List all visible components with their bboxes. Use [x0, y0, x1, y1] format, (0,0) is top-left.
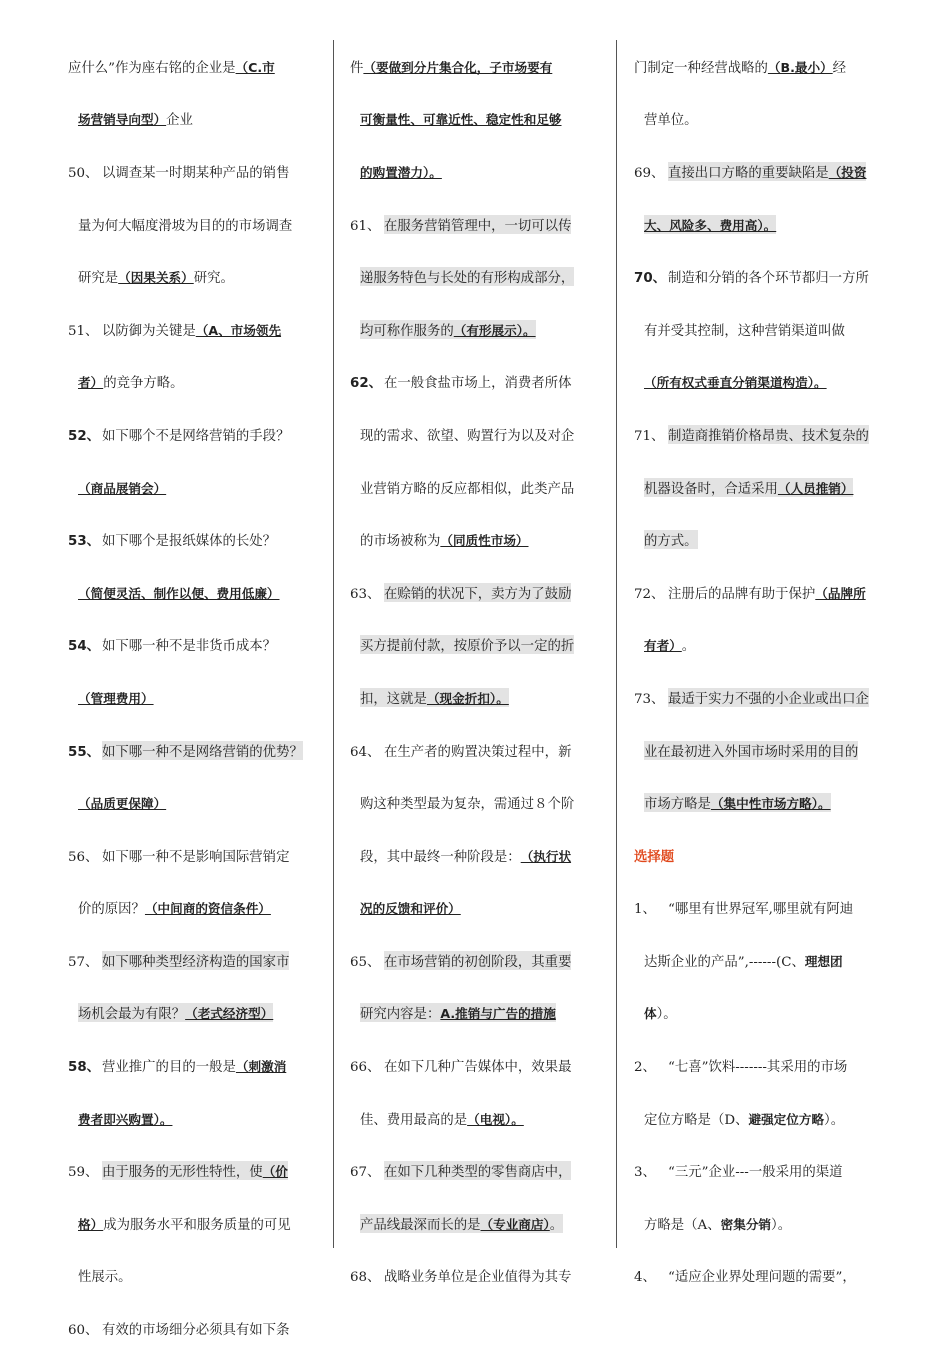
line-text: 买方提前付款，按原价予以一定的折: [360, 639, 575, 655]
line-text: 如下哪一种不是非货币成本？: [102, 639, 277, 655]
text-line: [68, 671, 320, 724]
line-text: 在赊销的状况下，卖方为了鼓励: [384, 586, 572, 602]
question-number: 58、: [68, 1060, 101, 1076]
text-column-2: [350, 40, 600, 1302]
text-line: [68, 724, 320, 777]
column-divider: [616, 40, 617, 1248]
highlighted-text: [360, 320, 536, 339]
question-number: 4、: [634, 1270, 656, 1286]
answer-text: （因果关系）: [118, 270, 194, 286]
text-line: [68, 198, 320, 251]
line-text: 在市场营销的初创阶段，其重要: [384, 954, 572, 970]
answer-text: （价: [262, 1164, 288, 1180]
answer-text: A.推销与广告的措施: [440, 1006, 556, 1022]
line-text: “适应企业界处理问题的需要”，: [668, 1270, 856, 1286]
text-line: [68, 145, 320, 198]
highlighted-text: [78, 1003, 273, 1022]
text-line: [350, 934, 600, 987]
line-text: 研究是: [78, 271, 119, 287]
line-text: 应什么”作为座右铭的企业是: [68, 60, 236, 76]
text-line: [350, 724, 600, 777]
highlighted-text: [644, 530, 698, 549]
text-line: [350, 619, 600, 672]
text-line: [634, 776, 896, 829]
text-line: [68, 776, 320, 829]
text-line: [634, 93, 896, 146]
line-text: 价的原因？: [78, 902, 145, 918]
text-line: [68, 566, 320, 619]
text-line: [350, 461, 600, 514]
question-number: 69、: [634, 165, 665, 181]
highlighted-text: [360, 1214, 563, 1233]
question-number: 64、: [350, 744, 381, 760]
question-number: 66、: [350, 1060, 381, 1076]
line-text: 在一般食盐市场上，消费者所体: [384, 376, 572, 392]
text-line: [634, 987, 896, 1040]
text-line: [634, 408, 896, 461]
line-text: 研究内容是：: [360, 1007, 441, 1023]
line-text: 业营销方略的反应都相似，此类产品: [360, 481, 575, 497]
line-text: 门制定一种经营战略的: [634, 60, 768, 76]
line-text: 注册后的品牌有助于保护: [668, 586, 816, 602]
text-line: [350, 250, 600, 303]
answer-text: 大、风险多、费用高）。: [644, 217, 777, 233]
line-text: 递服务特色与长处的有形构成部分，: [360, 271, 575, 287]
highlighted-text: [360, 1003, 556, 1022]
answer-text: （要做到分片集合化，子市场要有: [363, 59, 553, 75]
line-text-tail: 经: [832, 60, 847, 76]
question-number: 65、: [350, 954, 381, 970]
text-line: [634, 934, 896, 987]
text-line: [68, 987, 320, 1040]
text-column-3: [634, 40, 896, 1302]
line-text: 在如下几种类型的零售商店中，: [384, 1165, 572, 1181]
text-line: [634, 1197, 896, 1250]
text-line: [634, 882, 896, 935]
line-text: 佳、费用最高的是: [360, 1112, 468, 1128]
text-line: [634, 1039, 896, 1092]
question-number: 63、: [350, 586, 381, 602]
question-number: 60、: [68, 1323, 99, 1339]
text-line: [634, 1092, 896, 1145]
question-number: 52、: [68, 428, 101, 444]
line-text: 均可称作服务的: [360, 323, 454, 339]
text-line: [634, 198, 896, 251]
line-text: 制造商推销价格昂贵、技术复杂的: [668, 428, 869, 444]
line-text: 的方式。: [644, 534, 698, 550]
question-number: 51、: [68, 323, 99, 339]
answer-text: （集中性市场方略）。: [710, 796, 831, 812]
highlighted-text: [668, 162, 866, 181]
text-line: [634, 145, 896, 198]
question-number: 67、: [350, 1165, 381, 1181]
line-text: 购这种类型最为复杂，需通过８个阶: [360, 797, 575, 813]
line-text: 如下哪个不是网络营销的手段？: [102, 428, 290, 444]
text-line: [68, 356, 320, 409]
line-text-tail: 。: [549, 1217, 564, 1233]
line-text-tail: ）。: [771, 1217, 792, 1233]
question-number: 55、: [68, 744, 101, 760]
line-text-tail: 。: [681, 639, 696, 655]
highlighted-text: [360, 688, 509, 707]
question-number: 68、: [350, 1270, 381, 1286]
answer-text: （刺激消: [235, 1059, 287, 1075]
text-line: [68, 619, 320, 672]
text-line: [350, 776, 600, 829]
text-line: [634, 724, 896, 777]
text-line: [68, 461, 320, 514]
answer-text: （有形展示）。: [453, 322, 536, 338]
text-line: [68, 93, 320, 146]
bold-answer: 理想团: [804, 953, 843, 969]
text-line: [68, 1250, 320, 1303]
question-number: 56、: [68, 849, 99, 865]
line-text: 有并受其控制，这种营销渠道叫做: [644, 323, 845, 339]
text-line: [68, 1302, 320, 1355]
text-column-1: [68, 40, 320, 1355]
text-line: [68, 934, 320, 987]
text-line: [634, 829, 896, 882]
highlighted-text: [384, 1161, 571, 1180]
answer-text: （人员推销）: [777, 480, 854, 496]
line-text: “三元”企业---一般采用的渠道: [668, 1165, 843, 1181]
section-heading: 选择题: [634, 849, 675, 865]
text-line: [634, 356, 896, 409]
line-text: 制造和分销的各个环节都归一方所: [668, 271, 869, 287]
highlighted-text: [668, 688, 869, 707]
answer-text: （B.最小）: [767, 59, 833, 75]
text-line: [68, 513, 320, 566]
text-line: [350, 1250, 600, 1303]
highlighted-text: [384, 215, 571, 234]
text-line: [350, 671, 600, 724]
question-number: 73、: [634, 691, 665, 707]
text-line: [350, 356, 600, 409]
text-line: [634, 250, 896, 303]
answer-text: （简便灵活、制作以便、费用低廉）: [78, 585, 280, 601]
text-line: [634, 1250, 896, 1303]
text-line: [68, 882, 320, 935]
line-text: 市场方略是: [644, 797, 711, 813]
answer-text: （品质更保障）: [78, 796, 167, 812]
line-text: 性展示。: [78, 1270, 132, 1286]
line-text: 如下哪一种不是网络营销的优势？: [102, 744, 303, 760]
line-text: 营业推广的目的一般是: [102, 1060, 236, 1076]
answer-text: 者）: [78, 375, 104, 391]
line-text: “七喜”饮料-------其采用的市场: [668, 1060, 848, 1076]
answer-text: （电视）。: [467, 1111, 524, 1127]
highlighted-text: [644, 793, 831, 812]
line-text: 段，其中最终一种阶段是：: [360, 849, 521, 865]
line-text-tail: 成为服务水平和服务质量的可见: [103, 1217, 291, 1233]
line-text: 直接出口方略的重要缺陷是: [668, 165, 829, 181]
highlighted-text: [360, 635, 574, 654]
answer-text: （老式经济型）: [185, 1006, 274, 1022]
text-line: [634, 513, 896, 566]
answer-text: 的购置潜力）。: [360, 164, 442, 180]
text-line: [68, 40, 320, 93]
line-text: 在生产者的购置决策过程中，新: [384, 744, 572, 760]
line-text: 定位方略是（D、: [644, 1112, 749, 1128]
question-number: 2、: [634, 1060, 656, 1076]
text-line: [68, 303, 320, 356]
text-line: [634, 671, 896, 724]
answer-text: （现金折扣）。: [426, 690, 509, 706]
question-number: 59、: [68, 1165, 99, 1181]
line-text-tail: 的竞争方略。: [103, 376, 184, 392]
line-text: 业在最初进入外国市场时采用的目的: [644, 744, 859, 760]
highlighted-text: [102, 1161, 288, 1180]
column-divider: [333, 40, 334, 1248]
text-line: [350, 1144, 600, 1197]
line-text-tail: ）。: [656, 1007, 677, 1023]
text-line: [68, 1197, 320, 1250]
answer-text: （C.市: [235, 59, 275, 75]
question-number: 70、: [634, 271, 667, 287]
highlighted-text: [384, 951, 571, 970]
line-text: 场机会最为有限？: [78, 1007, 186, 1023]
line-text: 量为何大幅度滑坡为目的的市场调查: [78, 218, 293, 234]
line-text: 由于服务的无形性特性，使: [102, 1165, 263, 1181]
line-text: 有效的市场细分必须具有如下条: [102, 1323, 290, 1339]
text-line: [350, 93, 600, 146]
answer-text: （管理费用）: [78, 690, 154, 706]
text-line: [350, 40, 600, 93]
line-text-tail: 研究。: [193, 271, 234, 287]
text-line: [68, 1039, 320, 1092]
highlighted-text: [360, 267, 574, 286]
text-line: [350, 145, 600, 198]
answer-text: （同质性市场）: [440, 533, 529, 549]
line-text: 的市场被称为: [360, 534, 441, 550]
text-line: [350, 882, 600, 935]
line-text: 现的需求、欲望、购置行为以及对企: [360, 428, 575, 444]
line-text: 最适于实力不强的小企业或出口企: [668, 691, 869, 707]
highlighted-text: [668, 425, 869, 444]
text-line: [634, 1144, 896, 1197]
answer-text: （商品展销会）: [78, 480, 167, 496]
text-line: [68, 250, 320, 303]
answer-text: 场营销导向型）: [78, 112, 167, 128]
question-number: 72、: [634, 586, 665, 602]
text-line: [350, 987, 600, 1040]
text-line: [350, 1039, 600, 1092]
line-text: 产品线最深而长的是: [360, 1217, 481, 1233]
question-number: 53、: [68, 534, 101, 550]
highlighted-text: [102, 741, 303, 760]
text-line: [634, 619, 896, 672]
highlighted-text: [644, 215, 776, 234]
line-text: 营单位。: [644, 113, 698, 129]
question-number: 54、: [68, 639, 101, 655]
answer-text: （品牌所: [815, 585, 866, 601]
text-line: [68, 1092, 320, 1145]
answer-text: 格）: [78, 1216, 104, 1232]
text-line: [350, 513, 600, 566]
text-line: [350, 198, 600, 251]
line-text: 如下哪个是报纸媒体的长处？: [102, 534, 277, 550]
answer-text: 有者）: [644, 638, 682, 654]
text-line: [634, 566, 896, 619]
answer-text: （所有权式垂直分销渠道构造）。: [644, 375, 827, 391]
question-number: 62、: [350, 376, 383, 392]
question-number: 3、: [634, 1165, 656, 1181]
answer-text: （专业商店）: [480, 1216, 550, 1232]
text-line: [634, 461, 896, 514]
answer-text: （投资: [828, 164, 867, 180]
question-number: 71、: [634, 428, 665, 444]
text-line: [350, 303, 600, 356]
bold-answer: 密集分销: [720, 1216, 771, 1232]
line-text: 以调查某一时期某种产品的销售: [102, 165, 290, 181]
line-text: 机器设备时，合适采用: [644, 481, 778, 497]
line-text-tail: 企业: [166, 113, 193, 129]
line-text: 在如下几种广告媒体中，效果最: [384, 1060, 572, 1076]
question-number: 57、: [68, 954, 99, 970]
line-text: 战略业务单位是企业值得为其专: [384, 1270, 572, 1286]
text-line: [350, 1092, 600, 1145]
answer-text: （执行状: [520, 848, 572, 864]
highlighted-text: [102, 951, 289, 970]
highlighted-text: [384, 583, 571, 602]
text-line: [634, 40, 896, 93]
question-number: 61、: [350, 218, 381, 234]
bold-answer: 体: [644, 1006, 657, 1022]
answer-text: 况的反馈和评价）: [360, 901, 461, 917]
bold-answer: 避强定位方略: [748, 1111, 825, 1127]
answer-text: （中间商的资信条件）: [144, 901, 271, 917]
text-line: [350, 829, 600, 882]
line-text: “哪里有世界冠军,哪里就有阿迪: [668, 902, 854, 918]
line-text: 方略是（A、: [644, 1217, 721, 1233]
line-text-tail: ）。: [824, 1112, 845, 1128]
highlighted-text: [644, 741, 858, 760]
line-text: 在服务营销管理中，一切可以传: [384, 218, 572, 234]
answer-text: 费者即兴购置）。: [78, 1111, 173, 1127]
line-text: 达斯企业的产品”,------(C、: [644, 954, 805, 970]
text-line: [68, 829, 320, 882]
question-number: 1、: [634, 902, 656, 918]
line-text: 如下哪种类型经济构造的国家市: [102, 954, 290, 970]
line-text: 如下哪一种不是影响国际营销定: [102, 849, 290, 865]
text-line: [68, 1144, 320, 1197]
text-line: [350, 566, 600, 619]
text-line: [634, 303, 896, 356]
answer-text: （A、市场领先: [195, 322, 282, 338]
text-line: [350, 408, 600, 461]
answer-text: 可衡量性、可靠近性、稳定性和足够: [360, 112, 562, 128]
text-line: [350, 1197, 600, 1250]
question-number: 50、: [68, 165, 99, 181]
line-text: 件: [350, 60, 364, 76]
text-line: [68, 408, 320, 461]
line-text: 以防御为关键是: [102, 323, 196, 339]
highlighted-text: [644, 478, 853, 497]
line-text: 扣，这就是: [360, 691, 427, 707]
